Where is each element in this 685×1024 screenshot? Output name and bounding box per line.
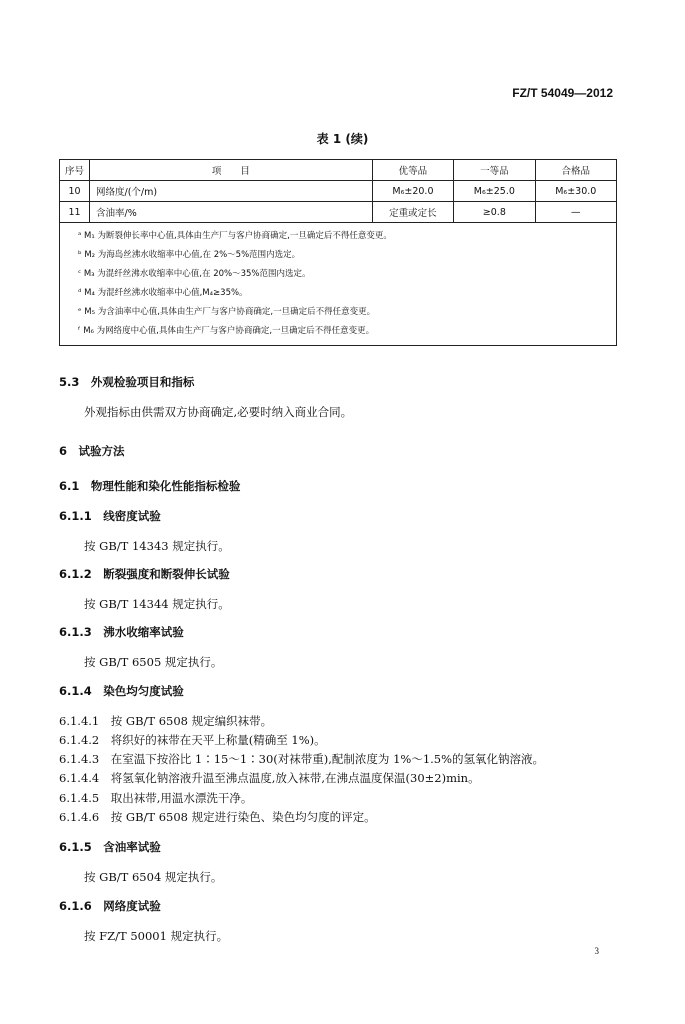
step-6-1-4-2: 6.1.4.2 将织好的袜带在天平上称量(精确至 1%)。 <box>59 733 326 747</box>
table-row <box>60 181 617 202</box>
table-caption: 表 1 (续) <box>316 132 369 146</box>
paragraph-6-1-6: 按 FZ/T 50001 规定执行。 <box>84 929 229 943</box>
table-note: ᵈ M₄ 为混纤丝沸水收缩率中心值,M₄≥35%。 <box>78 288 248 298</box>
col-header-first: 一等品 <box>454 160 535 181</box>
step-6-1-4-1: 6.1.4.1 按 GB/T 6508 规定编织袜带。 <box>59 714 273 728</box>
table-notes <box>60 223 617 346</box>
step-6-1-4-3: 6.1.4.3 在室温下按浴比 1∶15～1∶30(对袜带重),配制浓度为 1%～1.5%的氢氧化钠溶液。 <box>59 752 545 766</box>
paragraph-6-1-5: 按 GB/T 6504 规定执行。 <box>84 870 223 884</box>
spec-table <box>59 159 617 346</box>
heading-6-1-1: 6.1.1 线密度试验 <box>59 509 161 523</box>
col-header-item: 项 目 <box>90 160 373 181</box>
standard-code: FZ/T 54049—2012 <box>512 86 613 100</box>
col-header-superior: 优等品 <box>372 160 453 181</box>
table-header-row <box>60 160 617 181</box>
paragraph-6-1-2: 按 GB/T 14344 规定执行。 <box>84 597 230 611</box>
col-header-no: 序号 <box>60 160 90 181</box>
step-6-1-4-5: 6.1.4.5 取出袜带,用温水漂洗干净。 <box>59 791 253 805</box>
heading-6-1-4: 6.1.4 染色均匀度试验 <box>59 684 184 698</box>
row-item: 网络度/(个/m) <box>90 181 373 202</box>
table-note: ᵉ M₅ 为含油率中心值,具体由生产厂与客户协商确定,一旦确定后不得任意变更。 <box>78 307 376 317</box>
row-item: 含油率/% <box>90 202 373 223</box>
row-superior: 定重或定长 <box>372 202 453 223</box>
table-notes-row <box>60 223 617 346</box>
step-6-1-4-4: 6.1.4.4 将氢氧化钠溶液升温至沸点温度,放入袜带,在沸点温度保温(30±2)min。 <box>59 771 480 785</box>
step-6-1-4-6: 6.1.4.6 按 GB/T 6508 规定进行染色、染色均匀度的评定。 <box>59 810 376 824</box>
row-first: ≥0.8 <box>454 202 535 223</box>
table-note: ᵇ M₂ 为海岛丝沸水收缩率中心值,在 2%～5%范围内选定。 <box>78 250 301 260</box>
heading-6-1: 6.1 物理性能和染化性能指标检验 <box>59 479 241 493</box>
heading-6-1-6: 6.1.6 网络度试验 <box>59 899 161 913</box>
heading-6-1-2: 6.1.2 断裂强度和断裂伸长试验 <box>59 567 230 581</box>
heading-6: 6 试验方法 <box>59 444 125 458</box>
col-header-qualified: 合格品 <box>535 160 616 181</box>
table-note: ᶜ M₃ 为混纤丝沸水收缩率中心值,在 20%～35%范围内选定。 <box>78 269 311 279</box>
paragraph-6-1-3: 按 GB/T 6505 规定执行。 <box>84 655 223 669</box>
row-first: M₆±25.0 <box>454 181 535 202</box>
row-no: 10 <box>60 181 90 202</box>
row-qualified: — <box>535 202 616 223</box>
table-row <box>60 202 617 223</box>
row-qualified: M₆±30.0 <box>535 181 616 202</box>
page-number: 3 <box>594 946 599 956</box>
row-superior: M₆±20.0 <box>372 181 453 202</box>
heading-5-3: 5.3 外观检验项目和指标 <box>59 375 195 389</box>
heading-6-1-3: 6.1.3 沸水收缩率试验 <box>59 625 184 639</box>
table-note: ᶠ M₆ 为网络度中心值,具体由生产厂与客户协商确定,一旦确定后不得任意变更。 <box>78 326 375 336</box>
row-no: 11 <box>60 202 90 223</box>
table-note: ᵃ M₁ 为断裂伸长率中心值,具体由生产厂与客户协商确定,一旦确定后不得任意变更。 <box>78 231 392 241</box>
paragraph-5-3: 外观指标由供需双方协商确定,必要时纳入商业合同。 <box>84 405 353 419</box>
heading-6-1-5: 6.1.5 含油率试验 <box>59 840 161 854</box>
paragraph-6-1-1: 按 GB/T 14343 规定执行。 <box>84 539 230 553</box>
